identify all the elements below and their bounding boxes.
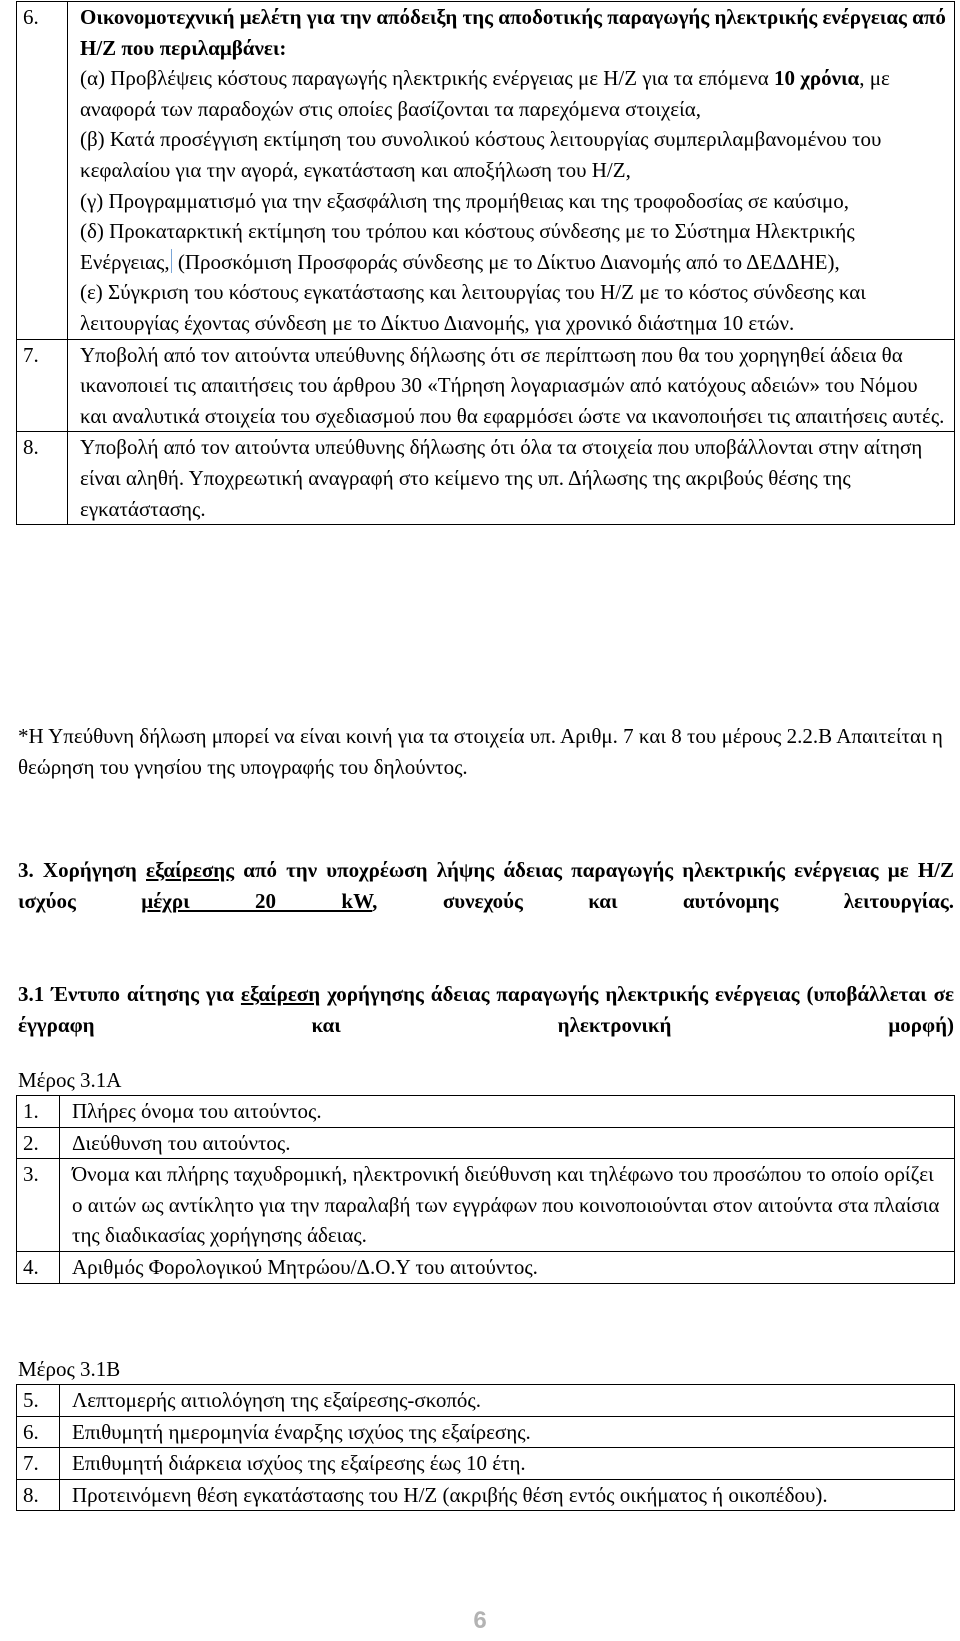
- subitem-a: (α) Προβλέψεις κόστους παραγωγής ηλεκτρικής ενέργειας με Η/Ζ για τα επόμενα 10 χρόνια, με αναφορά των παραδοχών στις οποίες βασίζονται τα παρεχόμενα στοιχεία,: [80, 66, 890, 121]
- row-number: 5.: [17, 1385, 60, 1417]
- row-text: Όνομα και πλήρης ταχυδρομική, ηλεκτρονική διεύθυνση και τηλέφωνο του προσώπου το οποίο ορίζει ο αιτών ως αντίκλητο για την παραλαβή των εγγράφων που κοινοποιούνται στον αιτούντα στα πλαίσια της διαδικασίας χορήγησης άδειας.: [60, 1159, 955, 1252]
- row-number: 2.: [17, 1127, 60, 1159]
- footnote: *Η Υπεύθυνη δήλωση μπορεί να είναι κοινή για τα στοιχεία υπ. Αριθμ. 7 και 8 του μέρους 2.2.Β Απαιτείται η θεώρηση του γνησίου της υπογραφής του δηλούντος.: [18, 724, 943, 779]
- table-row: [17, 1448, 955, 1480]
- table-row: [17, 432, 955, 525]
- row-text: Διεύθυνση του αιτούντος.: [60, 1127, 955, 1159]
- table-row: [17, 1096, 955, 1128]
- row-text: Υποβολή από τον αιτούντα υπεύθυνης δήλωσης ότι σε περίπτωση που θα του χορηγηθεί άδεια θα ικανοποιεί τις απαιτήσεις του άρθρου 30 «Τήρηση λογαριασμών από κατόχους αδειών» του Νόμου και αναλυτικά στοιχεία του σχεδιασμού που θα εφαρμόσει ώστε να ικανοποιήσει τις απαιτήσεις αυτές.: [68, 339, 955, 432]
- row-text: Επιθυμητή διάρκεια ισχύος της εξαίρεσης έως 10 έτη.: [60, 1448, 955, 1480]
- subitem-b: (β) Κατά προσέγγιση εκτίμηση του συνολικού κόστους λειτουργίας συμπεριλαμβανομένου του κεφαλαίου για την αγορά, εγκατάσταση και αποξήλωση του Η/Ζ,: [80, 127, 882, 182]
- row-text: Επιθυμητή ημερομηνία έναρξης ισχύος της εξαίρεσης.: [60, 1416, 955, 1448]
- subitem-c: (γ) Προγραμματισμό για την εξασφάλιση της προμήθειας και της τροφοδοσίας σε καύσιμο,: [80, 188, 850, 213]
- table-row: [17, 1385, 955, 1417]
- row-text: [68, 2, 955, 340]
- table-row: [17, 2, 955, 340]
- row-number: 8.: [17, 1479, 60, 1511]
- row-number: 7.: [17, 1448, 60, 1480]
- requirements-table: [16, 1, 955, 525]
- row-number: 6.: [17, 1416, 60, 1448]
- row-text: Λεπτομερής αιτιολόγηση της εξαίρεσης-σκοπός.: [60, 1385, 955, 1417]
- part-a-table: [16, 1095, 955, 1284]
- item-title: Οικονομοτεχνική μελέτη για την απόδειξη της αποδοτικής παραγωγής ηλεκτρικής ενέργειας από Η/Ζ που περιλαμβάνει:: [80, 5, 946, 60]
- table-row: [17, 1127, 955, 1159]
- row-text: Υποβολή από τον αιτούντα υπεύθυνης δήλωσης ότι όλα τα στοιχεία που υποβάλλονται στην αίτηση είναι αληθή. Υποχρεωτική αναγραφή στο κείμενο της υπ. Δήλωσης της ακριβούς θέσης της εγκατάστασης.: [68, 432, 955, 525]
- table-row: [17, 1159, 955, 1252]
- subitem-d: (δ) Προκαταρκτική εκτίμηση του τρόπου και κόστους σύνδεσης με το Σύστημα Ηλεκτρικής Ενέργειας, (Προσκόμιση Προσφοράς σύνδεσης με το Δίκτυο Διανομής από το ΔΕΔΔΗΕ),: [80, 219, 855, 274]
- section-heading-3-1: 3.1 Έντυπο αίτησης για εξαίρεση χορήγησης άδειας παραγωγής ηλεκτρικής ενέργειας (υποβάλλεται σε έγγραφη και ηλεκτρονική μορφή): [18, 982, 954, 1037]
- row-text: Προτεινόμενη θέση εγκατάστασης του Η/Ζ (ακριβής θέση εντός οικήματος ή οικοπέδου).: [60, 1479, 955, 1511]
- page-number: 6: [473, 1607, 487, 1634]
- row-number: 4.: [17, 1251, 60, 1283]
- row-number: 1.: [17, 1096, 60, 1128]
- part-b-table: [16, 1384, 955, 1511]
- table-row: [17, 1251, 955, 1283]
- row-number: 3.: [17, 1159, 60, 1252]
- table-row: [17, 1479, 955, 1511]
- bold-years: 10 χρόνια: [773, 66, 860, 91]
- section-heading-3: 3. Χορήγηση εξαίρεσης από την υποχρέωση λήψης άδειας παραγωγής ηλεκτρικής ενέργειας με Η/Ζ ισχύος μέχρι 20 kW, συνεχούς και αυτόνομης λειτουργίας.: [18, 858, 954, 913]
- subitem-e: (ε) Σύγκριση του κόστους εγκατάστασης και λειτουργίας του Η/Ζ με το κόστος σύνδεσης και λειτουργίας έχοντας σύνδεση με το Δίκτυο Διανομής, για χρονικό διάστημα 10 ετών.: [80, 280, 866, 335]
- part-label-a: Μέρος 3.1Α: [18, 1068, 122, 1092]
- part-label-b: Μέρος 3.1Β: [18, 1357, 121, 1381]
- row-number: 8.: [17, 432, 68, 525]
- table-row: [17, 339, 955, 432]
- row-number: 6.: [17, 2, 68, 340]
- row-text: Αριθμός Φορολογικού Μητρώου/Δ.Ο.Υ του αιτούντος.: [60, 1251, 955, 1283]
- text-cursor: [171, 249, 172, 273]
- table-row: [17, 1416, 955, 1448]
- row-text: Πλήρες όνομα του αιτούντος.: [60, 1096, 955, 1128]
- row-number: 7.: [17, 339, 68, 432]
